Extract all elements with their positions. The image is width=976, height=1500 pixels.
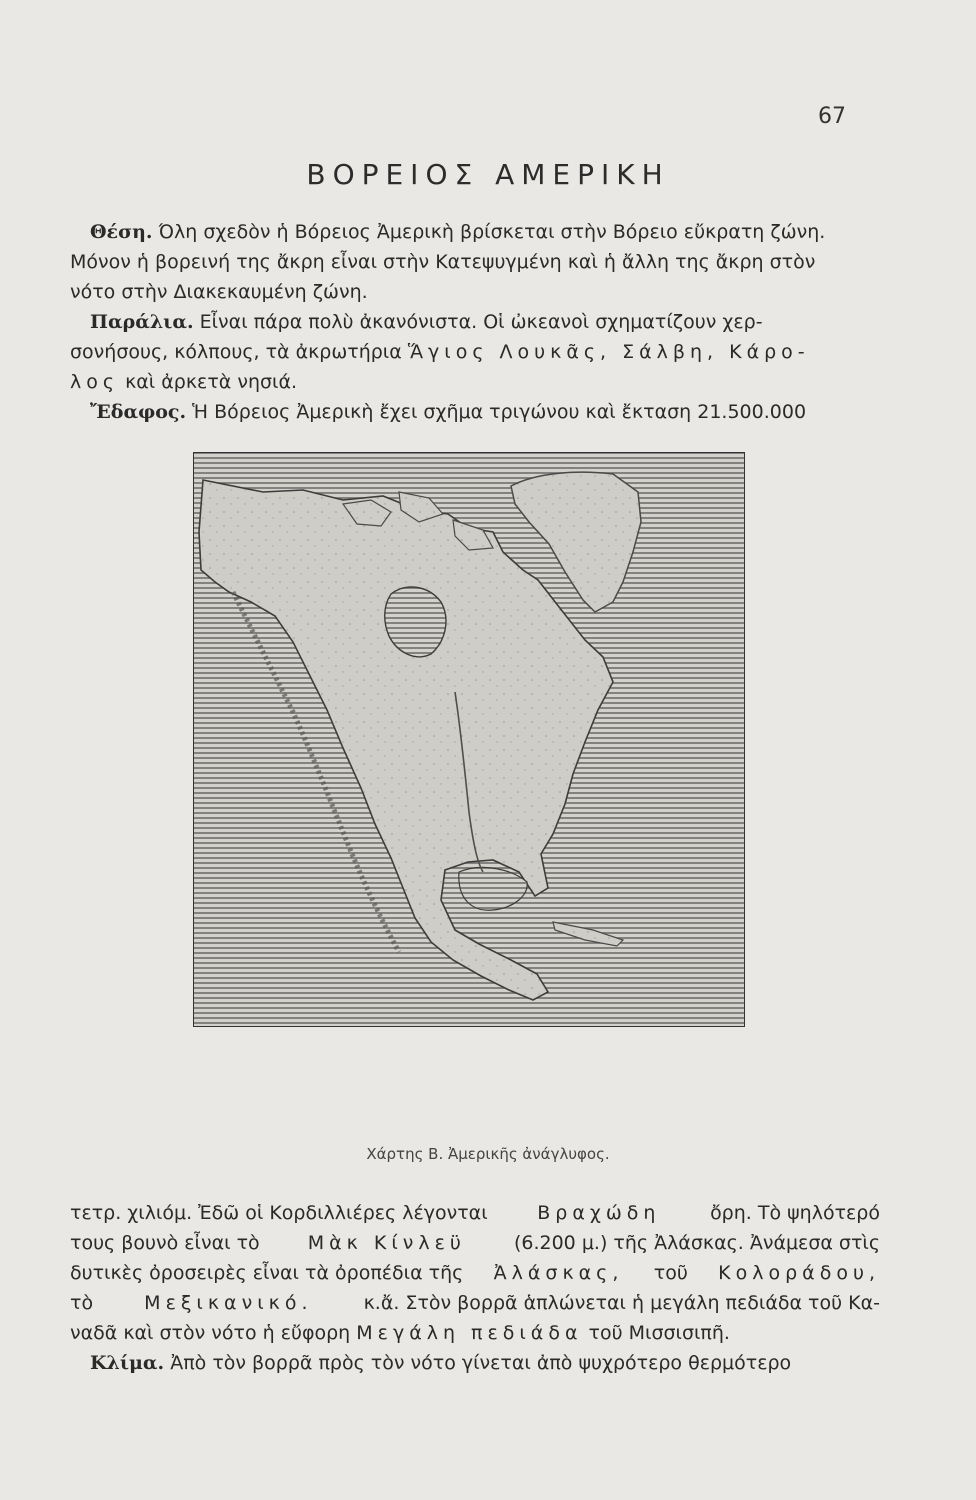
klima-term: Κλίμα. [90,1352,165,1374]
cont-text-1c: ὄρη. Τὸ ψηλότερό [710,1202,880,1224]
cont-text-5c: τοῦ Μισσισιπῆ. [588,1322,730,1344]
klima-text-1: Ἀπὸ τὸν βορρᾶ πρὸς τὸν νότο γίνεται ἀπὸ ψυχρότερο θερμότερο [170,1352,792,1374]
paralia-text-1: Εἶναι πάρα πολὺ ἀκανόνιστα. Οἱ ὠκεανοὶ σχηματίζουν χερ- [199,311,763,333]
page-number: 67 [818,104,846,129]
cont-line-3 [70,1258,880,1288]
edafos-term: Ἔδαφος. [90,401,187,423]
cont-line-4 [70,1288,880,1318]
paralia-line-2 [70,337,880,367]
cont-text-5a: ναδᾶ καὶ στὸν νότο ἡ εὔφορη [70,1322,351,1344]
cont-line-1 [70,1198,880,1228]
cont-line-2 [70,1228,880,1258]
cont-text-2b: Μὰκ Κίνλεϋ [307,1232,466,1254]
cont-line-5 [70,1318,880,1348]
edafos-text-1: Ἡ Βόρειος Ἀμερικὴ ἔχει σχῆμα τριγώνου καὶ ἔκταση 21.500.000 [192,401,807,423]
cont-text-1b: Βραχώδη [537,1202,661,1224]
page-title: ΒΟΡΕΙΟΣ ΑΜΕΡΙΚΗ [306,158,670,191]
map-caption: Χάρτης Β. Ἀμερικῆς ἀνάγλυφος. [366,1145,610,1163]
north-america-relief-map [193,452,745,1027]
thesi-term: Θέση. [90,221,153,243]
cont-text-3c: τοῦ [653,1262,688,1284]
cont-text-2a: τους βουνὸ εἶναι τὸ [70,1232,260,1254]
thesi-line-2: Μόνον ἡ βορεινή της ἄκρη εἶναι στὴν Κατεψυγμένη καὶ ἡ ἄλλη της ἄκρη στὸν [70,251,816,273]
cont-text-2c: (6.200 μ.) τῆς Ἀλάσκας. Ἀνάμεσα στὶς [513,1232,880,1254]
cont-text-3a: δυτικὲς ὀροσειρὲς εἶναι τὰ ὀροπέδια τῆς [70,1262,464,1284]
thesi-line-3: νότο στὴν Διακεκαυμένη ζώνη. [70,281,368,303]
cont-text-4a: τὸ [70,1292,94,1314]
edafos-line-1 [70,397,880,427]
continuation-section [70,1198,880,1378]
paralia-text-2a: σονήσους, κόλπους, τὰ ἀκρωτήρια [70,341,402,363]
paralia-line-1 [70,307,880,337]
paralia-text-3b: καὶ ἀρκετὰ νησιά. [125,371,298,393]
klima-line-1 [70,1348,880,1378]
thesi-line-1 [70,217,880,247]
paralia-term: Παράλια. [90,311,194,333]
cont-text-3b: Ἀλάσκας, [493,1262,624,1284]
cont-text-4c: κ.ἄ. Στὸν βορρᾶ ἁπλώνεται ἡ μεγάλη πεδιάδα τοῦ Κα- [363,1292,880,1314]
cont-text-5b: Μεγάλη πεδιάδα [356,1322,583,1344]
cont-text-1a: τετρ. χιλιόμ. Ἐδῶ οἱ Κορδιλλιέρες λέγονται [70,1202,488,1224]
thesi-text-1: Όλη σχεδὸν ἡ Βόρειος Ἀμερικὴ βρίσκεται στὴν Βόρειο εὔκρατη ζώνη. [158,221,826,243]
cont-text-3d: Κολοράδου, [718,1262,880,1284]
intro-section [70,217,880,427]
paralia-text-3a: λος [70,371,120,393]
cont-text-4b: Μεξικανικό. [144,1292,313,1314]
paralia-text-2b: Ἅγιος Λουκᾶς, Σάλβη, Κάρο- [407,341,810,363]
paralia-line-3 [70,367,880,397]
